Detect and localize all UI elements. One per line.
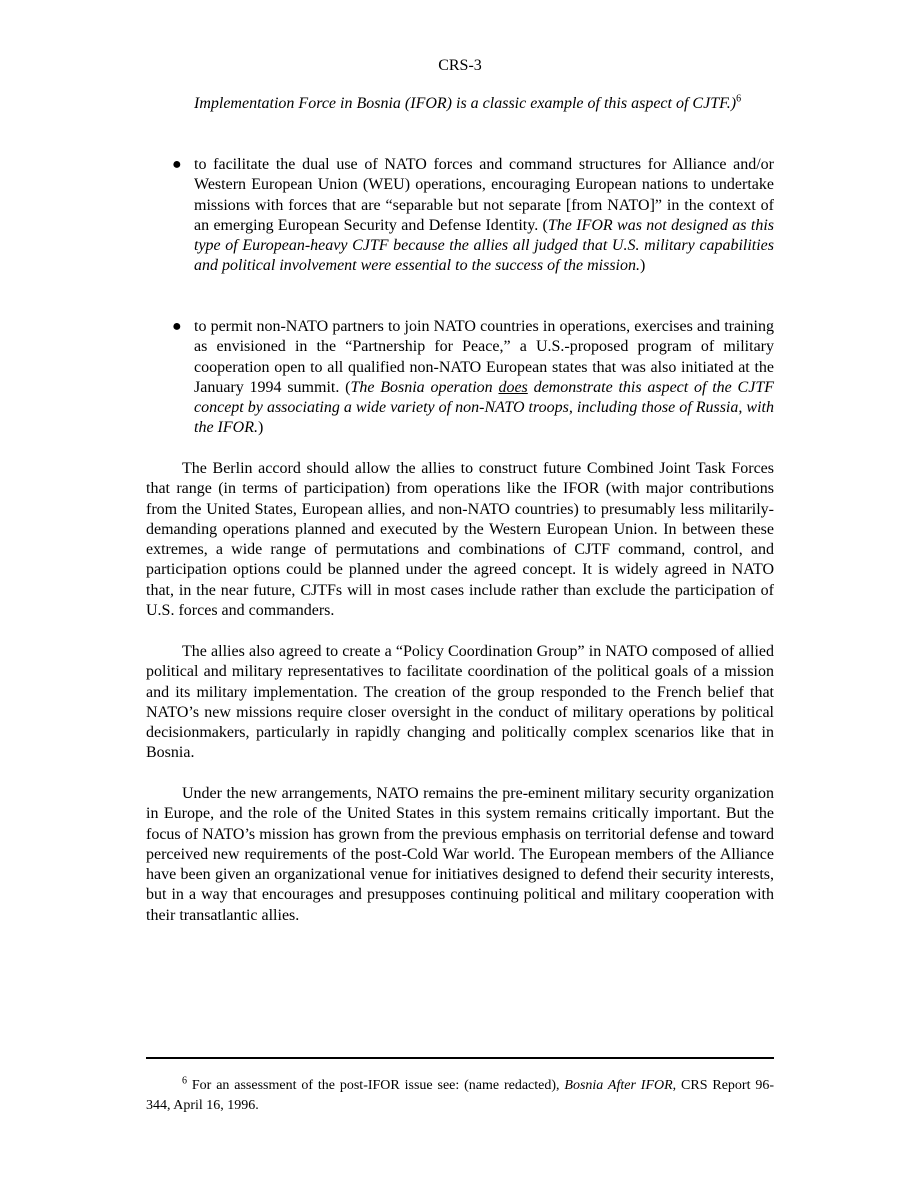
footnote-text-end: , CRS Report 96-344, April 16, 1996. — [146, 1078, 775, 1113]
continuation-block — [146, 94, 774, 114]
bullet-item-2 — [146, 317, 774, 439]
bullet-close-paren: ) — [640, 257, 646, 275]
bullet-close-paren: ) — [257, 419, 264, 437]
footnote-paragraph — [146, 1076, 774, 1116]
bullet-italic: The Bosnia operation — [350, 378, 499, 396]
paragraph-text: The Berlin accord should allow the allies to construct future Combined Joint Task Forces that range (in terms of participation) from operations like the IFOR (with major contributions from the United States, European allies, and non-NATO countries) to presumably less militarily-demanding operations planned and executed by the Western European Union. In between these extremes, a wide range of permutations and combinations of CJTF command, control, and participation options could be planned under the agreed concept. It is widely agreed in NATO that, in the near future, CJTFs will in most cases include rather than exclude the participation of U.S. forces and commanders. — [146, 460, 774, 620]
paragraph-3 — [146, 784, 774, 926]
bullet-item-1 — [146, 155, 774, 277]
footnote-number: 6 — [182, 1075, 187, 1087]
footnote-text: For an assessment of the post-IFOR issue see: (name redacted), — [191, 1078, 565, 1093]
paragraph-1 — [146, 459, 774, 621]
bullet-text: to facilitate the dual use of NATO forces and command structures for Alliance and/or Western European Union (WEU) operations, encouraging European nations to undertake missions with forces that are “separable but not separate [from NATO]” in the context of an emerging European Security and Defense Identity. ( — [194, 156, 774, 234]
continuation-text: Implementation Force in Bosnia (IFOR) is a classic example of this aspect of CJTF.) — [194, 95, 737, 112]
paragraph-2 — [146, 642, 774, 764]
bullet-icon: ● — [172, 156, 182, 173]
continuation-paragraph — [194, 94, 774, 114]
bullet-underlined: does — [498, 378, 528, 396]
footnote-ref: 6 — [736, 93, 742, 105]
footnote-title: Bosnia After IFOR — [564, 1078, 673, 1093]
paragraph-text: The allies also agreed to create a “Policy Coordination Group” in NATO composed of allied political and military representatives to facilitate coordination of the political goals of a mission and its military implementation. The creation of the group responded to the French belief that NATO’s new missions require closer oversight in the conduct of military operations by political decisionmakers, particularly in rapidly changing and politically complex scenarios like that in Bosnia. — [146, 643, 774, 762]
footnote — [146, 1076, 774, 1116]
bullet-text: to permit non-NATO partners to join NATO countries in operations, exercises and training as envisioned in the “Partnership for Peace,” a U.S.-proposed program of military cooperation open to all qualified non-NATO European states that was also initiated at the January 1994 summit. ( — [194, 318, 774, 396]
bullet-italic: demonstrate this aspect of the CJTF concept by associating a wide variety of non-NATO troops, including those of Russia, with the IFOR. — [194, 378, 774, 437]
bullet-italic: The IFOR was not designed as this type of European-heavy CJTF because the allies all judged that U.S. military capabilities and political involvement were essential to the success of the mission. — [194, 216, 774, 275]
bullet-icon: ● — [172, 318, 182, 335]
bullet-paragraph — [172, 317, 774, 439]
bullet-paragraph — [172, 155, 774, 277]
paragraph-text: Under the new arrangements, NATO remains the pre-eminent military security organization in Europe, and the role of the United States in this system remains critically important. But the focus of NATO’s mission has grown from the previous emphasis on territorial defense and toward perceived new requirements of the post-Cold War world. The European members of the Alliance have been given an organizational venue for initiatives designed to defend their security interests, but in a way that encourages and presupposes continuing political and military cooperation with their transatlantic allies. — [146, 785, 774, 924]
page-number: CRS-3 — [438, 57, 482, 74]
footnote-divider — [146, 1057, 774, 1059]
